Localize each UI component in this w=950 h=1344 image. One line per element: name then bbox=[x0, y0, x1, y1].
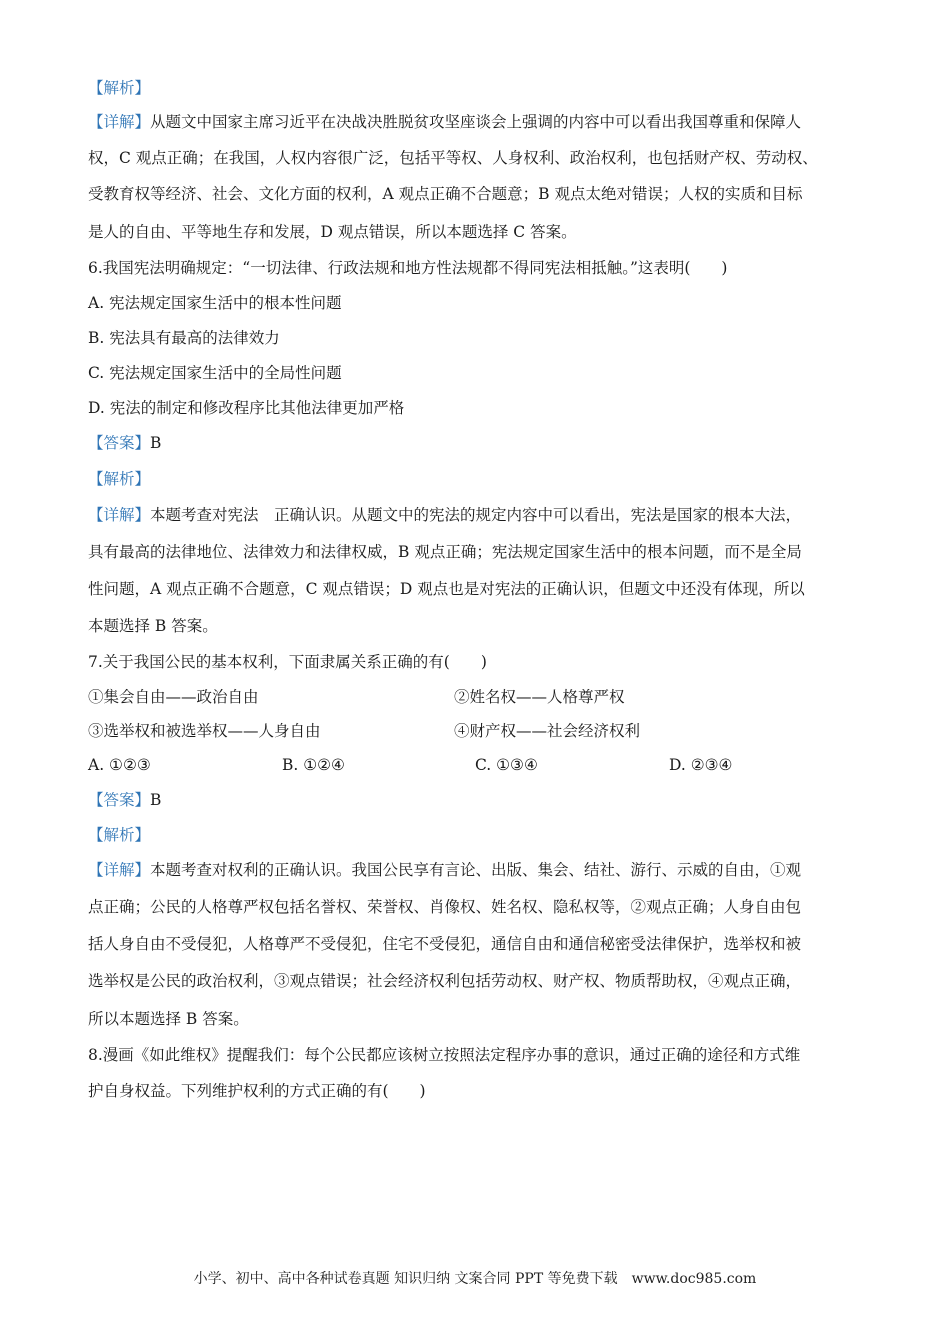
q6-detail-text-1: 本题考查对宪法 正确认识。从题文中的宪法的规定内容中可以看出，宪法是国家的根本大法， bbox=[150, 506, 802, 524]
detail-tag: 【详解】 bbox=[88, 506, 151, 524]
q7-option-b: B. ①②④ bbox=[282, 756, 345, 774]
q6-stem: 6.我国宪法明确规定：“一切法律、行政法规和地方性法规都不得同宪法相抵触。”这表明( ) bbox=[88, 259, 728, 277]
q7-detail-line-4: 选举权是公民的政治权利，③观点错误；社会经济权利包括劳动权、财产权、物质帮助权，④观点正确， bbox=[88, 972, 802, 990]
q5-detail-text-1: 从题文中国家主席习近平在决战决胜脱贫攻坚座谈会上强调的内容中可以看出我国尊重和保障人 bbox=[150, 113, 802, 131]
q5-detail-line-2: 权，C 观点正确；在我国，人权内容很广泛，包括平等权、人身权利、政治权利，也包括财产权、劳动权、 bbox=[88, 149, 818, 167]
analysis-tag: 【解析】 bbox=[88, 826, 151, 844]
q7-item-3: ③选举权和被选举权——人身自由 bbox=[88, 722, 321, 740]
q8-stem-line-1: 8.漫画《如此维权》提醒我们：每个公民都应该树立按照法定程序办事的意识，通过正确的途径和方式维 bbox=[88, 1046, 801, 1064]
q7-detail-line-2: 点正确；公民的人格尊严权包括名誉权、荣誉权、肖像权、姓名权、隐私权等，②观点正确；人身自由包 bbox=[88, 898, 802, 916]
q7-detail-line-3: 括人身自由不受侵犯，人格尊严不受侵犯，住宅不受侵犯，通信自由和通信秘密受法律保护，选举权和被 bbox=[88, 935, 802, 953]
q8-stem-line-2: 护自身权益。下列维护权利的方式正确的有( ) bbox=[88, 1082, 426, 1100]
q6-detail-line-4: 本题选择 B 答案。 bbox=[88, 617, 218, 635]
q7-item-1: ①集会自由——政治自由 bbox=[88, 688, 259, 706]
q7-detail-line-5: 所以本题选择 B 答案。 bbox=[88, 1010, 249, 1028]
q6-detail-line-2: 具有最高的法律地位、法律效力和法律权威，B 观点正确；宪法规定国家生活中的根本问题，而不是全局 bbox=[88, 543, 802, 561]
q6-option-c: C. 宪法规定国家生活中的全局性问题 bbox=[88, 364, 342, 382]
q5-detail-line-4: 是人的自由、平等地生存和发展，D 观点错误，所以本题选择 C 答案。 bbox=[88, 223, 577, 241]
analysis-tag: 【解析】 bbox=[88, 79, 151, 97]
q7-stem: 7.关于我国公民的基本权利，下面隶属关系正确的有( ) bbox=[88, 653, 487, 671]
q6-answer-value: B bbox=[150, 434, 162, 452]
q7-detail-text-1: 本题考查对权利的正确认识。我国公民享有言论、出版、集会、结社、游行、示威的自由，①观 bbox=[150, 861, 802, 879]
detail-tag: 【详解】 bbox=[88, 861, 151, 879]
q6-detail-line-1 bbox=[88, 503, 801, 527]
q7-item-4: ④财产权——社会经济权利 bbox=[454, 722, 641, 740]
analysis-tag: 【解析】 bbox=[88, 470, 151, 488]
q6-answer bbox=[88, 431, 161, 455]
q7-option-c: C. ①③④ bbox=[475, 756, 538, 774]
q7-option-d: D. ②③④ bbox=[669, 756, 733, 774]
detail-tag: 【详解】 bbox=[88, 113, 151, 131]
q7-detail-line-1 bbox=[88, 858, 801, 882]
answer-tag: 【答案】 bbox=[88, 434, 151, 452]
q7-option-a: A. ①②③ bbox=[88, 756, 151, 774]
answer-tag: 【答案】 bbox=[88, 791, 151, 809]
q6-option-a: A. 宪法规定国家生活中的根本性问题 bbox=[88, 294, 342, 312]
q6-detail-line-3: 性问题，A 观点正确不合题意，C 观点错误；D 观点也是对宪法的正确认识，但题文中还没有体现，所以 bbox=[88, 580, 805, 598]
q5-detail-line-3: 受教育权等经济、社会、文化方面的权利，A 观点正确不合题意；B 观点太绝对错误；人权的实质和目标 bbox=[88, 185, 803, 203]
q7-answer bbox=[88, 788, 161, 812]
q7-answer-value: B bbox=[150, 791, 162, 809]
q6-option-d: D. 宪法的制定和修改程序比其他法律更加严格 bbox=[88, 399, 405, 417]
q7-item-2: ②姓名权——人格尊严权 bbox=[454, 688, 625, 706]
page-footer: 小学、初中、高中各种试卷真题 知识归纳 文案合同 PPT 等免费下载 www.doc985.com bbox=[193, 1271, 757, 1287]
q5-detail-line-1 bbox=[88, 110, 801, 134]
q6-option-b: B. 宪法具有最高的法律效力 bbox=[88, 329, 280, 347]
